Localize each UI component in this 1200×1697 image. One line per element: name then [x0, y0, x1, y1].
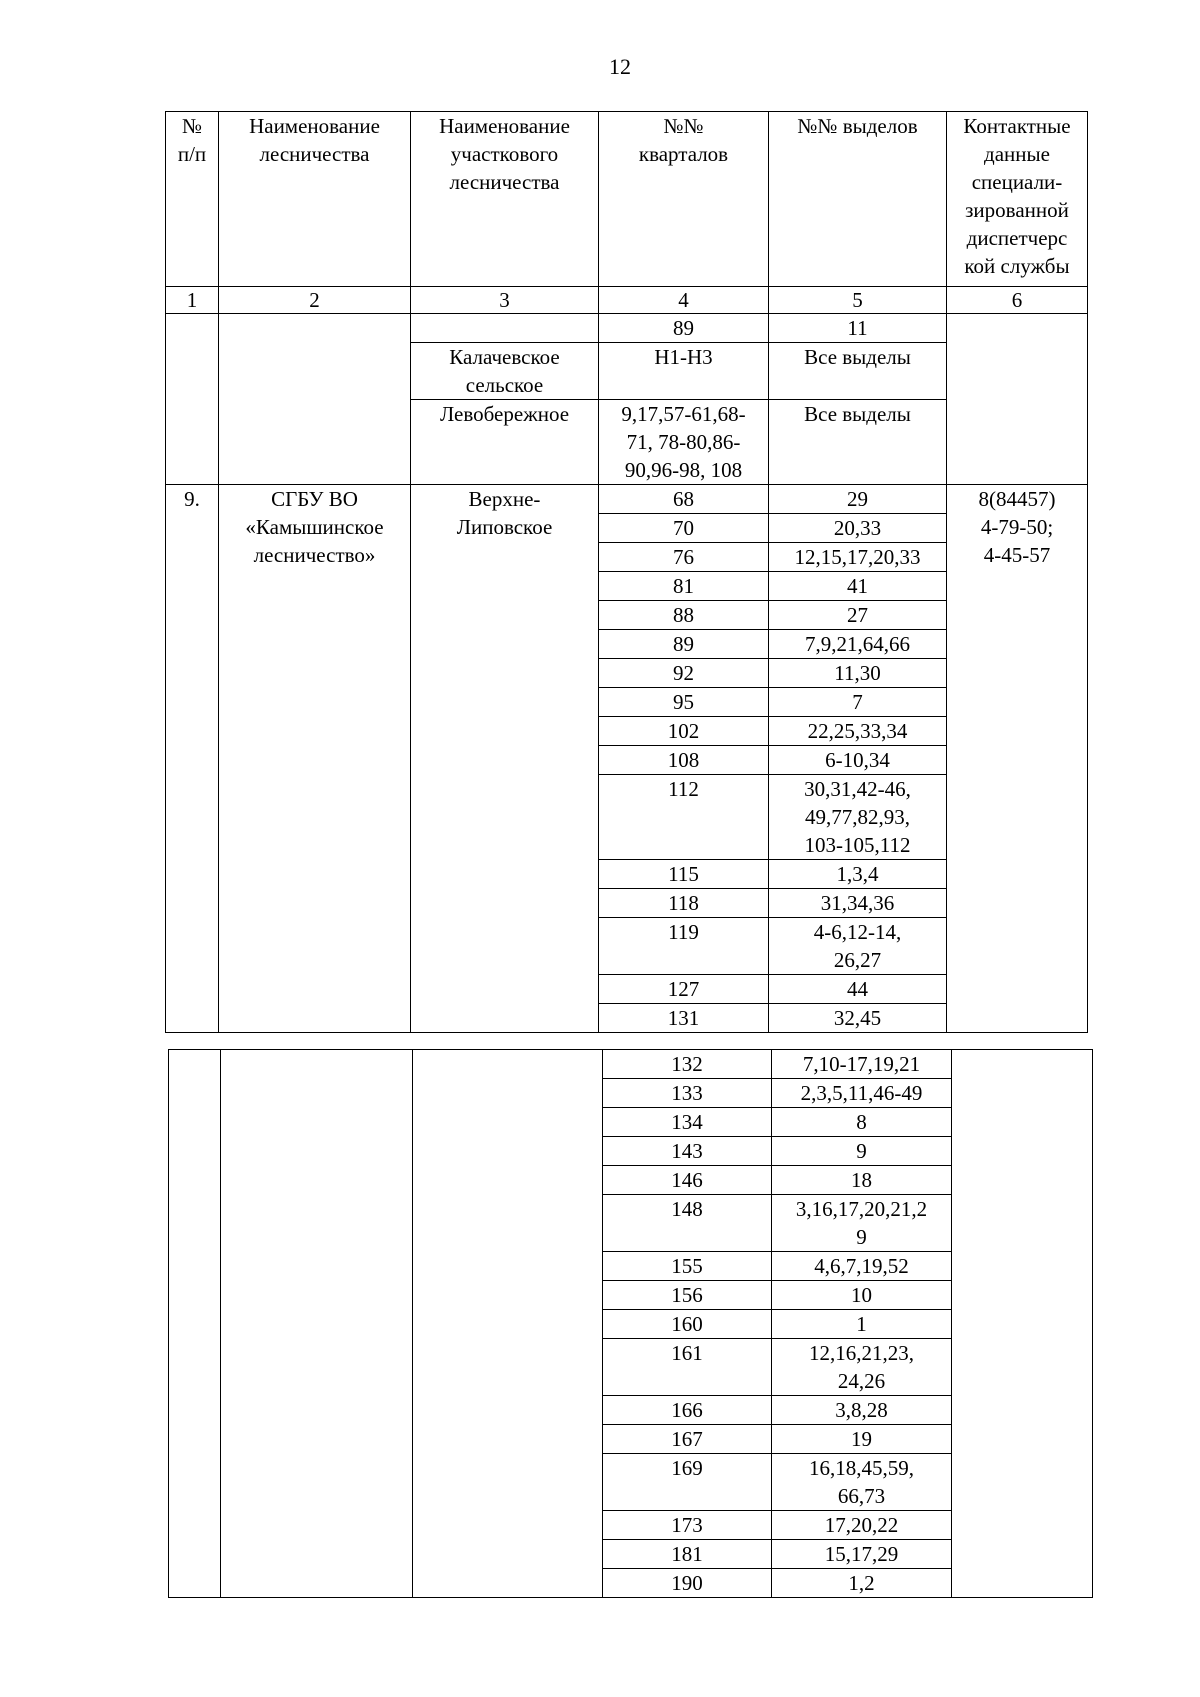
allotments-cell	[769, 918, 947, 975]
quarters-cell-text: 76	[673, 545, 694, 569]
number-cell	[166, 485, 219, 1033]
allotments-cell	[772, 1050, 952, 1079]
allotments-cell	[772, 1310, 952, 1339]
quarters-cell: 9,17,57-61,68- 71, 78-80,86- 90,96-98, 108	[599, 400, 769, 485]
allotments-cell	[772, 1511, 952, 1540]
quarters-cell	[599, 717, 769, 746]
quarters-cell-text: 88	[673, 603, 694, 627]
column-number: 2	[219, 287, 411, 314]
column-number: 1	[166, 287, 219, 314]
quarters-cell	[603, 1396, 772, 1425]
quarters-cell	[603, 1166, 772, 1195]
quarters-cell-text: 102	[667, 719, 700, 743]
allotments-cell	[772, 1454, 952, 1511]
forestry-cell-text: СГБУ ВО «Камышинское лесничество»	[245, 487, 384, 567]
allotments-cell-text: 7,9,21,64,66	[805, 632, 910, 656]
quarters-cell-text: 81	[673, 574, 694, 598]
allotments-cell-text: 6-10,34	[825, 748, 890, 772]
allotments-cell-text: 1	[856, 1312, 867, 1336]
quarters-cell	[603, 1252, 772, 1281]
allotments-cell	[769, 514, 947, 543]
allotments-cell	[772, 1425, 952, 1454]
allotments-cell: Все выделы	[769, 400, 947, 485]
district-cell	[411, 314, 599, 343]
header-district: Наименование участкового лесничества	[411, 112, 599, 287]
table-row	[166, 314, 1088, 343]
quarters-cell-text: 161	[671, 1341, 703, 1365]
district-cell: Левобережное	[411, 400, 599, 485]
quarters-cell-text: 131	[667, 1006, 700, 1030]
forestry-table-continued	[168, 1049, 1093, 1598]
quarters-cell-text: 115	[668, 862, 699, 886]
allotments-cell	[772, 1281, 952, 1310]
column-number: 6	[947, 287, 1088, 314]
allotments-cell-text: 17,20,22	[824, 1513, 899, 1537]
allotments-cell	[769, 1004, 947, 1033]
quarters-cell	[603, 1137, 772, 1166]
contacts-cell	[947, 485, 1088, 1033]
column-number: 3	[411, 287, 599, 314]
district-cell	[413, 1050, 603, 1598]
contacts-cell	[952, 1050, 1093, 1598]
quarters-cell	[599, 514, 769, 543]
allotments-cell-text: 9	[856, 1139, 867, 1163]
allotments-cell-text: 11,30	[834, 661, 881, 685]
quarters-cell-text: 166	[671, 1398, 703, 1422]
number-cell	[166, 314, 219, 485]
header-number: № п/п	[166, 112, 219, 287]
quarters-cell	[599, 918, 769, 975]
quarters-cell	[603, 1108, 772, 1137]
column-number-row	[166, 287, 1088, 314]
quarters-cell-text: 119	[668, 920, 699, 944]
district-cell	[411, 485, 599, 1033]
table-row	[169, 1050, 1093, 1079]
quarters-cell-text: 143	[671, 1139, 703, 1163]
allotments-cell-text: 44	[847, 977, 868, 1001]
allotments-cell-text: 19	[851, 1427, 872, 1451]
allotments-cell-text: 20,33	[833, 516, 882, 540]
quarters-cell	[603, 1511, 772, 1540]
allotments-cell	[769, 601, 947, 630]
quarters-cell-text: 92	[673, 661, 694, 685]
quarters-cell	[603, 1540, 772, 1569]
allotments-cell-text: 7,10-17,19,21	[802, 1052, 921, 1076]
allotments-cell-text: 16,18,45,59, 66,73	[809, 1456, 914, 1508]
allotments-cell-text: 22,25,33,34	[807, 719, 908, 743]
allotments-cell	[769, 860, 947, 889]
allotments-cell-text: 29	[847, 487, 868, 511]
quarters-cell: Н1-Н3	[599, 343, 769, 400]
allotments-cell-text: 31,34,36	[820, 891, 895, 915]
quarters-cell-text: 132	[671, 1052, 703, 1076]
allotments-cell	[772, 1108, 952, 1137]
allotments-cell	[769, 572, 947, 601]
header-quarters: №№ кварталов	[599, 112, 769, 287]
quarters-cell	[599, 485, 769, 514]
allotments-cell-text: 1,2	[848, 1571, 875, 1595]
allotments-cell	[772, 1540, 952, 1569]
quarters-cell-text: 148	[671, 1197, 703, 1221]
allotments-cell-text: 2,3,5,11,46-49	[800, 1081, 923, 1105]
quarters-cell	[599, 975, 769, 1004]
allotments-cell	[772, 1569, 952, 1598]
quarters-cell-text: 118	[668, 891, 699, 915]
quarters-cell-text: 160	[671, 1312, 703, 1336]
quarters-cell	[599, 1004, 769, 1033]
allotments-cell-text: 4,6,7,19,52	[814, 1254, 909, 1278]
quarters-cell	[603, 1425, 772, 1454]
district-cell-text: Верхне- Липовское	[456, 487, 553, 539]
allotments-cell: 11	[769, 314, 947, 343]
column-number: 5	[769, 287, 947, 314]
allotments-cell-text: 30,31,42-46, 49,77,82,93, 103-105,112	[804, 777, 911, 857]
allotments-cell-text: 7	[852, 690, 863, 714]
forestry-cell	[219, 485, 411, 1033]
forestry-cell	[221, 1050, 413, 1598]
allotments-cell-text: 8	[856, 1110, 867, 1134]
allotments-cell	[769, 889, 947, 918]
allotments-cell-text: 27	[847, 603, 868, 627]
allotments-cell	[769, 543, 947, 572]
header-forestry: Наименование лесничества	[219, 112, 411, 287]
district-cell: Калачевское сельское	[411, 343, 599, 400]
quarters-cell	[603, 1569, 772, 1598]
quarters-cell-text: 190	[671, 1571, 703, 1595]
quarters-cell-text: 173	[671, 1513, 703, 1537]
quarters-cell-text: 95	[673, 690, 694, 714]
allotments-cell	[769, 630, 947, 659]
allotments-cell	[772, 1079, 952, 1108]
allotments-cell-text: 1,3,4	[836, 862, 879, 886]
table-row	[166, 485, 1088, 514]
quarters-cell-text: 155	[671, 1254, 703, 1278]
allotments-cell	[772, 1252, 952, 1281]
allotments-cell-text: 12,15,17,20,33	[794, 545, 921, 569]
quarters-cell-text: 133	[671, 1081, 703, 1105]
forestry-table	[165, 111, 1088, 1033]
allotments-cell-text: 32,45	[833, 1006, 882, 1030]
header-contacts: Контактные данные специали- зированной диспетчерс кой службы	[947, 112, 1088, 287]
quarters-cell-text: 127	[667, 977, 700, 1001]
quarters-cell	[603, 1281, 772, 1310]
quarters-cell-text: 134	[671, 1110, 703, 1134]
column-number: 4	[599, 287, 769, 314]
allotments-cell	[772, 1166, 952, 1195]
allotments-cell	[769, 775, 947, 860]
quarters-cell	[599, 746, 769, 775]
allotments-cell	[769, 746, 947, 775]
quarters-cell	[603, 1195, 772, 1252]
quarters-cell: 89	[599, 314, 769, 343]
quarters-cell-text: 89	[673, 632, 694, 656]
forestry-cell	[219, 314, 411, 485]
quarters-cell-text: 112	[668, 777, 699, 801]
number-cell	[169, 1050, 221, 1598]
quarters-cell	[599, 572, 769, 601]
allotments-cell	[772, 1195, 952, 1252]
allotments-cell	[769, 659, 947, 688]
allotments-cell	[769, 485, 947, 514]
quarters-cell-text: 169	[671, 1456, 703, 1480]
quarters-cell	[603, 1310, 772, 1339]
allotments-cell-text: 4-6,12-14, 26,27	[813, 920, 902, 972]
quarters-cell-text: 146	[671, 1168, 703, 1192]
allotments-cell-text: 10	[851, 1283, 872, 1307]
quarters-cell-text: 181	[671, 1542, 703, 1566]
quarters-cell-text: 68	[673, 487, 694, 511]
quarters-cell	[599, 688, 769, 717]
contacts-cell-text: 8(84457) 4-79-50; 4-45-57	[978, 487, 1056, 567]
allotments-cell: Все выделы	[769, 343, 947, 400]
quarters-cell-text: 108	[667, 748, 700, 772]
allotments-cell-text: 3,8,28	[835, 1398, 888, 1422]
quarters-cell	[599, 601, 769, 630]
quarters-cell	[603, 1079, 772, 1108]
quarters-cell	[599, 630, 769, 659]
quarters-cell-text: 167	[671, 1427, 703, 1451]
allotments-cell	[769, 975, 947, 1004]
quarters-cell-text: 70	[673, 516, 694, 540]
quarters-cell	[599, 860, 769, 889]
quarters-cell	[599, 543, 769, 572]
quarters-cell	[599, 775, 769, 860]
contacts-cell	[947, 314, 1088, 485]
header-allotments: №№ выделов	[769, 112, 947, 287]
allotments-cell	[769, 717, 947, 746]
number-cell-text: 9.	[184, 487, 200, 511]
quarters-cell	[603, 1454, 772, 1511]
header-row	[166, 112, 1088, 287]
quarters-cell	[599, 889, 769, 918]
quarters-cell-text: 156	[671, 1283, 703, 1307]
page-number: 12	[609, 54, 631, 79]
allotments-cell-text: 15,17,29	[824, 1542, 899, 1566]
quarters-cell	[599, 659, 769, 688]
allotments-cell-text: 3,16,17,20,21,2 9	[795, 1197, 928, 1249]
allotments-cell-text: 12,16,21,23, 24,26	[809, 1341, 914, 1393]
allotments-cell-text: 41	[847, 574, 868, 598]
allotments-cell	[772, 1137, 952, 1166]
quarters-cell	[603, 1339, 772, 1396]
allotments-cell	[772, 1396, 952, 1425]
allotments-cell	[769, 688, 947, 717]
quarters-cell	[603, 1050, 772, 1079]
allotments-cell	[772, 1339, 952, 1396]
allotments-cell-text: 18	[851, 1168, 872, 1192]
